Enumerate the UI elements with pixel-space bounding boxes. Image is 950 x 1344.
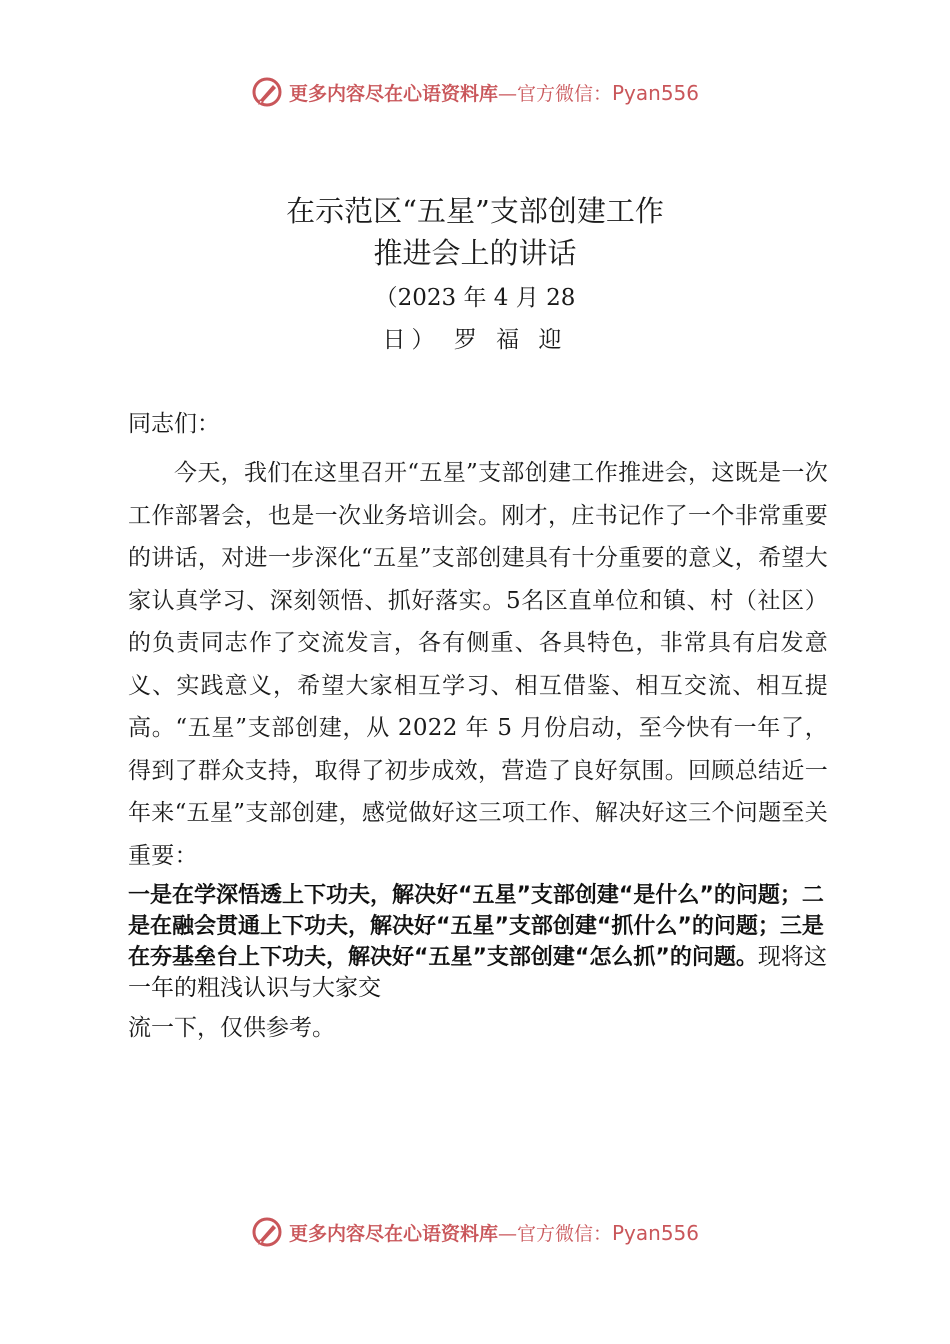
document-date-author-line: 日） 罗 福 迎 — [382, 327, 568, 353]
pen-logo-icon — [251, 76, 283, 108]
document-title-line-2: 推进会上的讲话 — [373, 236, 577, 270]
salutation: 同志们： — [128, 411, 220, 437]
closing-line: 流一下，仅供参考。 — [128, 1015, 335, 1041]
key-points-paragraph — [128, 880, 828, 1004]
banner-wechat-id: Pyan556 — [612, 80, 700, 105]
footer-banner — [0, 1212, 950, 1252]
banner-separator: — — [497, 82, 517, 105]
banner-brand: 更多内容尽在心语资料库 — [288, 1222, 498, 1245]
header-banner — [0, 72, 950, 112]
banner-text — [289, 1219, 699, 1246]
banner-wechat-id: Pyan556 — [612, 1220, 700, 1245]
banner-wechat-label: 官方微信： — [516, 1222, 612, 1245]
key-points-tail: 现将这一年的粗浅认识与大家交 — [128, 944, 827, 1001]
document-date-line-1: （2023 年 4 月 28 — [374, 285, 576, 311]
document-title-line-1: 在示范区“五星”支部创建工作 — [286, 194, 664, 228]
body-paragraph: 今天，我们在这里召开“五星”支部创建工作推进会，这既是一次工作部署会，也是一次业务培训会。刚才，庄书记作了一个非常重要的讲话，对进一步深化“五星”支部创建具有十分重要的意义，希望大家认真学习、深刻领悟、抓好落实。5名区直单位和镇、村（社区）的负责同志作了交流发言，各有侧重、各具特色，非常具有启发意义、实践意义，希望大家相互学习、相互借鉴、相互交流、相互提高。“五星”支部创建，从 2022 年 5 月份启动，至今快有一年了，得到了群众支持，取得了初步成效，营造了良好氛围。回顾总结近一年来“五星”支部创建，感觉做好这三项工作、解决好这三个问题至关重要： — [128, 460, 828, 869]
banner-text — [289, 79, 699, 106]
banner-wechat-label: 官方微信： — [516, 82, 612, 105]
banner-brand: 更多内容尽在心语资料库 — [288, 82, 498, 105]
banner-separator: — — [497, 1222, 517, 1245]
key-points-bold: 一是在学深悟透上下功夫，解决好“五星”支部创建“是什么”的问题；二是在融会贯通上下功夫，解决好“五星”支部创建“抓什么”的问题；三是在夯基垒台上下功夫，解决好“五星”支部创建“怎么抓”的问题。 — [128, 883, 824, 970]
pen-logo-icon — [251, 1216, 283, 1248]
